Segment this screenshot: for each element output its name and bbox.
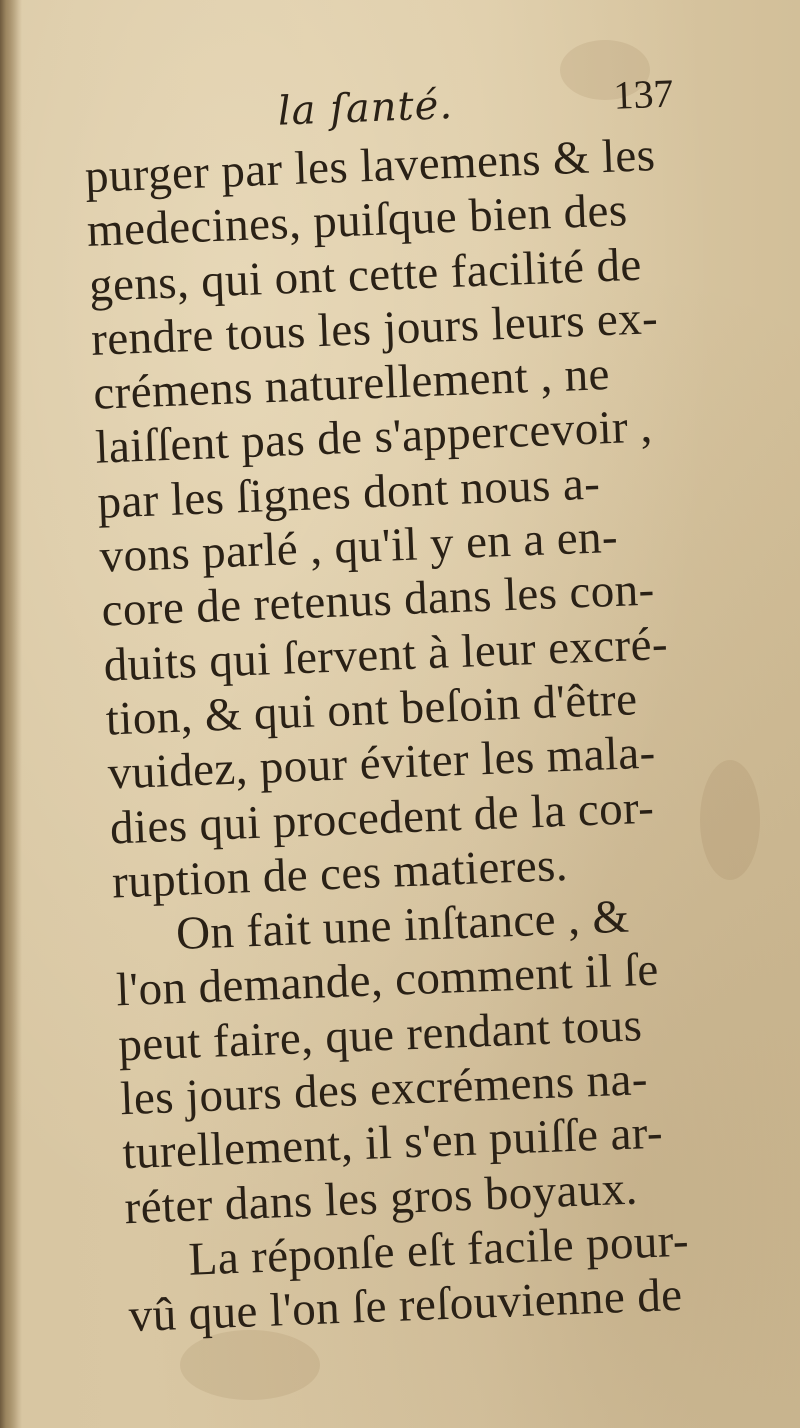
- text-line: réter dans les gros boyaux.: [123, 1162, 639, 1234]
- text-line: les jours des excrémens na-: [119, 1053, 649, 1126]
- text-line: duits qui ſervent à leur excré-: [102, 617, 669, 692]
- paragraph-start-line: On fait une inſtance , &: [175, 890, 631, 961]
- text-line: rendre tous les jours leurs ex-: [90, 291, 659, 366]
- paragraph-start-line: La réponſe eſt facile pour-: [187, 1214, 690, 1286]
- text-line: l'on demande, comment il ſe: [115, 944, 660, 1017]
- text-line: vû que l'on ſe reſouvienne de: [127, 1269, 684, 1343]
- running-head: la ſanté.: [276, 81, 454, 135]
- text-line: purger par les lavemens & les: [84, 129, 657, 203]
- page-number: 137: [612, 70, 675, 118]
- text-line: core de retenus dans les con-: [100, 563, 656, 638]
- text-line: peut faire, que rendant tous: [117, 998, 644, 1072]
- text-line: par les ſignes dont nous a-: [96, 457, 602, 529]
- text-line: gens, qui ont cette facilité de: [88, 238, 643, 312]
- text-line: crémens naturellement , ne: [92, 348, 611, 420]
- text-line: turellement, il s'en puiſſe ar-: [121, 1106, 664, 1180]
- text-line: vons parlé , qu'il y en a en-: [98, 510, 619, 583]
- text-line: dies qui procedent de la cor-: [109, 781, 656, 855]
- body-text: [84, 125, 789, 1344]
- binding-gutter: [0, 0, 22, 1428]
- text-line: tion, & qui ont beſoin d'être: [104, 673, 639, 746]
- text-line: medecines, puiſque bien des: [86, 184, 629, 258]
- text-line: ruption de ces matieres.: [111, 838, 569, 909]
- text-line: vuidez, pour éviter les mala-: [106, 726, 657, 800]
- text-line: laiſſent pas de s'appercevoir ,: [94, 400, 654, 475]
